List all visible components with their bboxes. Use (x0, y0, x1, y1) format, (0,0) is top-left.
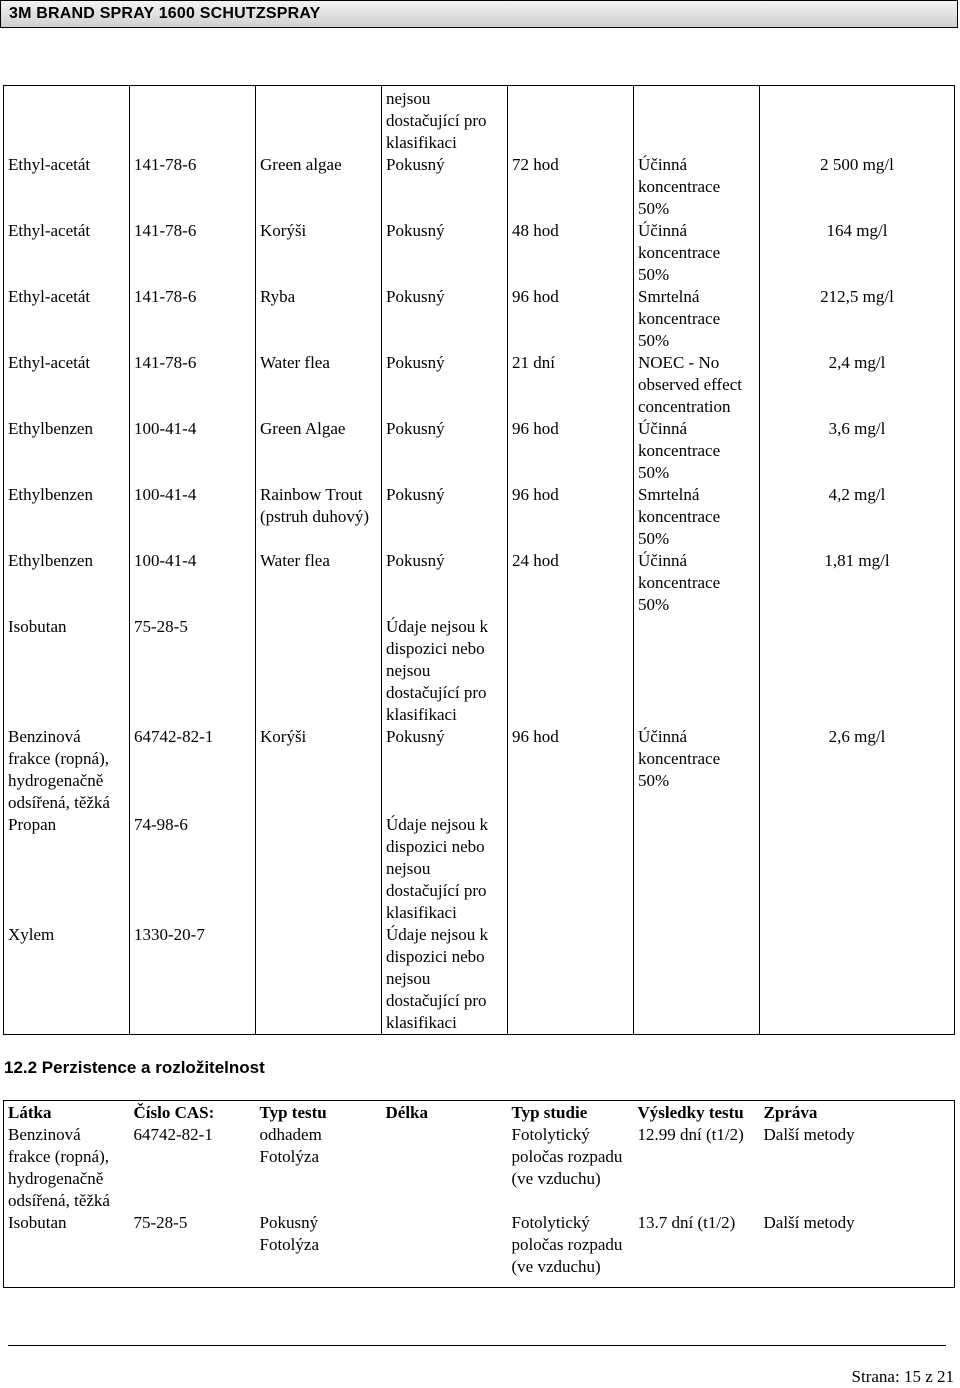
table-cell (256, 86, 382, 155)
table-cell: 75-28-5 (133, 1213, 188, 1232)
table-cell: 100-41-4 (130, 550, 256, 616)
table-cell: Pokusný (382, 550, 508, 616)
table-cell (508, 814, 634, 924)
column-header: Číslo CAS: (133, 1103, 215, 1122)
table-cell: Pokusný (382, 484, 508, 550)
table-cell: Benzinová frakce (ropná), hydrogenačně odsířená, těžká (4, 726, 130, 814)
table-row (4, 86, 955, 155)
table-cell: Ethylbenzen (4, 418, 130, 484)
table-cell: NOEC - No observed effect concentration (634, 352, 760, 418)
table-cell: 75-28-5 (130, 616, 256, 726)
table-cell (760, 814, 955, 924)
table-cell: Smrtelná koncentrace 50% (634, 484, 760, 550)
persistence-table (3, 1100, 955, 1288)
table-cell: Pokusný Fotolýza (259, 1213, 319, 1254)
table-cell (634, 924, 760, 1035)
table-cell: Xylem (4, 924, 130, 1035)
table-cell (256, 924, 382, 1035)
table-cell: Údaje nejsou k dispozici nebo nejsou dostačující pro klasifikaci (382, 924, 508, 1035)
table-cell: Rainbow Trout (pstruh duhový) (256, 484, 382, 550)
table-cell (760, 924, 955, 1035)
table-cell: Ethyl-acetát (4, 286, 130, 352)
column-header: Typ studie (511, 1103, 588, 1122)
table-cell: 64742-82-1 (130, 726, 256, 814)
table-cell: 141-78-6 (130, 352, 256, 418)
table-cell (634, 616, 760, 726)
column-header: Výsledky testu (637, 1103, 744, 1122)
table-cell: Isobutan (8, 1213, 67, 1232)
table-cell: Smrtelná koncentrace 50% (634, 286, 760, 352)
table-cell (256, 616, 382, 726)
table-cell (256, 814, 382, 924)
table-cell: Účinná koncentrace 50% (634, 726, 760, 814)
table-cell: 21 dní (508, 352, 634, 418)
table-cell: Další metody (763, 1125, 855, 1144)
table-cell (130, 86, 256, 155)
table-cell: Ethyl-acetát (4, 154, 130, 220)
table-cell: 2,4 mg/l (760, 352, 955, 418)
table-cell (634, 814, 760, 924)
footer-divider (8, 1345, 946, 1346)
document-header (0, 0, 958, 28)
table-row (4, 616, 955, 726)
table-cell: Pokusný (382, 154, 508, 220)
table-cell: Korýši (256, 220, 382, 286)
table-cell: 2,6 mg/l (760, 726, 955, 814)
table-row (4, 550, 955, 616)
table-cell (760, 616, 955, 726)
table-cell: 48 hod (508, 220, 634, 286)
table-cell: Isobutan (4, 616, 130, 726)
table-row (4, 484, 955, 550)
table-row (4, 220, 955, 286)
table-cell: 141-78-6 (130, 286, 256, 352)
product-title: 3M BRAND SPRAY 1600 SCHUTZSPRAY (9, 5, 321, 22)
table-cell: 164 mg/l (760, 220, 955, 286)
table-cell: Pokusný (382, 286, 508, 352)
table-cell: 212,5 mg/l (760, 286, 955, 352)
table-cell: Ethylbenzen (4, 484, 130, 550)
table-cell (508, 86, 634, 155)
table-cell: nejsou dostačující pro klasifikaci (382, 86, 508, 155)
table-cell: Pokusný (382, 418, 508, 484)
table-cell: Pokusný (382, 352, 508, 418)
column-header: Typ testu (259, 1103, 327, 1122)
table-cell: 96 hod (508, 286, 634, 352)
table-cell: Účinná koncentrace 50% (634, 220, 760, 286)
table-row (4, 1124, 955, 1212)
table-cell: 3,6 mg/l (760, 418, 955, 484)
table-cell: Ethyl-acetát (4, 352, 130, 418)
table-cell: 96 hod (508, 726, 634, 814)
table-cell: 24 hod (508, 550, 634, 616)
table-cell: Fotolytický poločas rozpadu (ve vzduchu) (511, 1213, 623, 1276)
table-row (4, 286, 955, 352)
toxicity-table (3, 85, 955, 1035)
column-header: Zpráva (763, 1103, 818, 1122)
table-cell: 100-41-4 (130, 484, 256, 550)
table-cell (382, 1124, 508, 1212)
table-cell: 141-78-6 (130, 154, 256, 220)
table-cell: Water flea (256, 550, 382, 616)
table-cell: Benzinová frakce (ropná), hydrogenačně odsířená, těžká (8, 1125, 110, 1210)
column-header: Délka (385, 1103, 428, 1122)
table-row (4, 418, 955, 484)
table-cell (508, 924, 634, 1035)
table-cell: Účinná koncentrace 50% (634, 154, 760, 220)
table-cell: 1,81 mg/l (760, 550, 955, 616)
table-row (4, 154, 955, 220)
table-cell: 141-78-6 (130, 220, 256, 286)
table-cell: 1330-20-7 (130, 924, 256, 1035)
table-cell: Ryba (256, 286, 382, 352)
column-header: Látka (8, 1103, 52, 1122)
table-cell: 72 hod (508, 154, 634, 220)
table-row (4, 1212, 955, 1288)
table-cell: Údaje nejsou k dispozici nebo nejsou dostačující pro klasifikaci (382, 616, 508, 726)
table-row (4, 924, 955, 1035)
table-row (4, 814, 955, 924)
table-cell: 2 500 mg/l (760, 154, 955, 220)
table-cell: 96 hod (508, 484, 634, 550)
table-cell: Green Algae (256, 418, 382, 484)
table-cell: Účinná koncentrace 50% (634, 418, 760, 484)
table-cell: Pokusný (382, 220, 508, 286)
page-number: Strana: 15 z 21 (851, 1367, 954, 1386)
table-cell (634, 86, 760, 155)
table-cell: 64742-82-1 (133, 1125, 213, 1144)
table-cell: Korýši (256, 726, 382, 814)
table-cell: Fotolytický poločas rozpadu (ve vzduchu) (511, 1125, 623, 1188)
table-row (4, 726, 955, 814)
table-cell: Další metody (763, 1213, 855, 1232)
table-cell: 96 hod (508, 418, 634, 484)
table-cell: Údaje nejsou k dispozici nebo nejsou dostačující pro klasifikaci (382, 814, 508, 924)
table-cell: odhadem Fotolýza (259, 1125, 322, 1166)
table-cell: 100-41-4 (130, 418, 256, 484)
table-cell: Ethylbenzen (4, 550, 130, 616)
table-cell: Ethyl-acetát (4, 220, 130, 286)
table-cell (508, 616, 634, 726)
table-cell: 13.7 dní (t1/2) (637, 1213, 736, 1232)
table-cell: Propan (4, 814, 130, 924)
table-cell (760, 86, 955, 155)
table-cell: 12.99 dní (t1/2) (637, 1125, 744, 1144)
table-cell: Green algae (256, 154, 382, 220)
section-title: 12.2 Perzistence a rozložitelnost (4, 1058, 265, 1077)
table-cell (4, 86, 130, 155)
table-cell: 74-98-6 (130, 814, 256, 924)
table-row (4, 352, 955, 418)
table-header-row (4, 1101, 955, 1125)
table-cell: Účinná koncentrace 50% (634, 550, 760, 616)
table-cell: Pokusný (382, 726, 508, 814)
table-cell (382, 1212, 508, 1288)
table-cell: Water flea (256, 352, 382, 418)
table-cell: 4,2 mg/l (760, 484, 955, 550)
